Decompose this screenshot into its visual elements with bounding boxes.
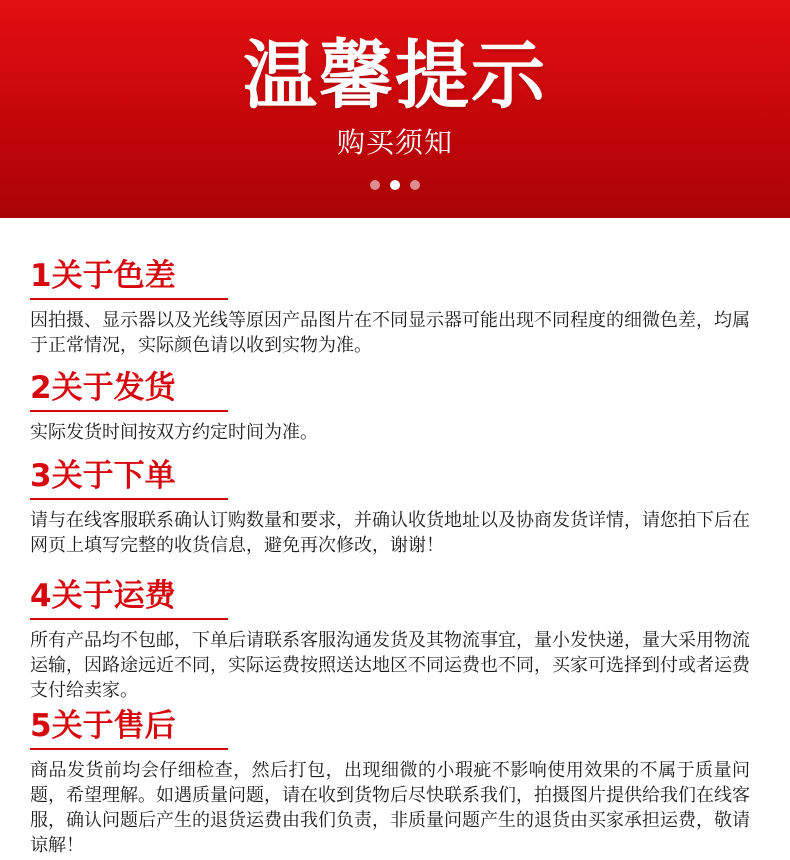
section-title: 4关于运费 bbox=[30, 578, 176, 614]
section-divider bbox=[30, 498, 228, 500]
section-title: 5关于售后 bbox=[30, 708, 176, 744]
carousel-dot-1[interactable] bbox=[370, 180, 380, 190]
section-body: 所有产品均不包邮，下单后请联系客服沟通发货及其物流事宜，量小发快递，量大采用物流运输，因路途远近不同，实际运费按照送达地区不同运费也不同，买家可选择到付或者运费支付给卖家。 bbox=[30, 630, 750, 701]
header-banner bbox=[0, 0, 790, 218]
section-ordering bbox=[30, 456, 750, 558]
section-divider bbox=[30, 298, 228, 300]
carousel-dots bbox=[0, 180, 790, 190]
section-body: 因拍摄、显示器以及光线等原因产品图片在不同显示器可能出现不同程度的细微色差，均属于正常情况，实际颜色请以收到实物为准。 bbox=[30, 310, 750, 356]
section-divider bbox=[30, 410, 228, 412]
section-divider bbox=[30, 618, 228, 620]
section-after-sales bbox=[30, 706, 750, 858]
banner-subtitle: 购买须知 bbox=[336, 126, 453, 159]
section-title: 1关于色差 bbox=[30, 258, 176, 294]
section-body: 商品发货前均会仔细检查，然后打包，出现细微的小瑕疵不影响使用效果的不属于质量问题，希望理解。如遇质量问题，请在收到货物后尽快联系我们，拍摄图片提供给我们在线客服，确认问题后产生的退货运费由我们负责，非质量问题产生的退货由买家承担运费，敬请谅解！ bbox=[30, 760, 750, 856]
section-body: 请与在线客服联系确认订购数量和要求，并确认收货地址以及协商发货详情，请您拍下后在网页上填写完整的收货信息，避免再次修改，谢谢！ bbox=[30, 510, 750, 556]
section-shipping bbox=[30, 368, 750, 445]
section-title: 2关于发货 bbox=[30, 370, 176, 406]
banner-title: 温馨提示 bbox=[243, 33, 547, 119]
section-body: 实际发货时间按双方约定时间为准。 bbox=[30, 422, 318, 443]
carousel-dot-2[interactable] bbox=[390, 180, 400, 190]
section-title: 3关于下单 bbox=[30, 458, 176, 494]
section-freight bbox=[30, 576, 750, 703]
carousel-dot-3[interactable] bbox=[410, 180, 420, 190]
section-color-difference bbox=[30, 256, 750, 358]
section-divider bbox=[30, 748, 228, 750]
